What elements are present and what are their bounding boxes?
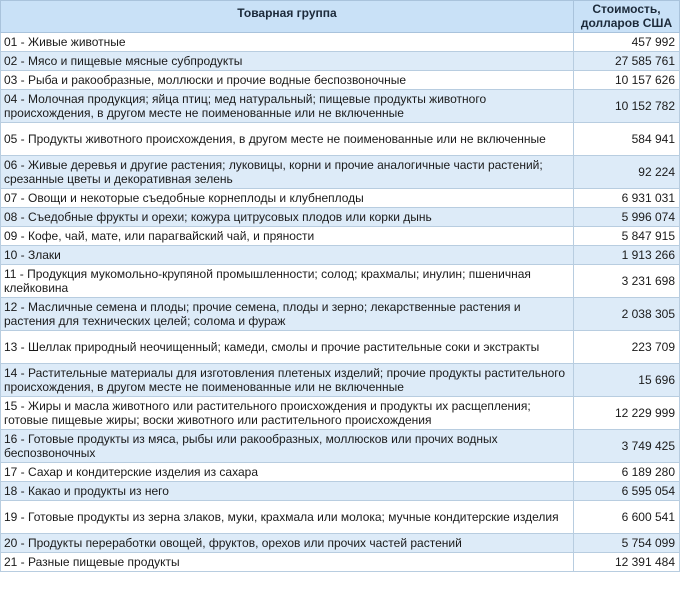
table-row xyxy=(1,364,680,397)
row-value: 10 157 626 xyxy=(574,71,680,90)
table-row xyxy=(1,71,680,90)
row-value: 5 996 074 xyxy=(574,208,680,227)
row-name: 11 - Продукция мукомольно-крупяной промышленности; солод; крахмалы; инулин; пшеничная клейковина xyxy=(1,265,574,298)
table-row xyxy=(1,246,680,265)
row-value: 6 595 054 xyxy=(574,482,680,501)
row-value: 6 600 541 xyxy=(574,501,680,534)
row-value: 92 224 xyxy=(574,156,680,189)
row-name: 02 - Мясо и пищевые мясные субпродукты xyxy=(1,52,574,71)
row-name: 14 - Растительные материалы для изготовления плетеных изделий; прочие продукты растительного происхождения, в другом месте не поименованные или не включенные xyxy=(1,364,574,397)
table-row xyxy=(1,298,680,331)
row-value: 2 038 305 xyxy=(574,298,680,331)
table-row xyxy=(1,208,680,227)
row-name: 04 - Молочная продукция; яйца птиц; мед натуральный; пищевые продукты животного происхождения, в другом месте не поименованные или не включенные xyxy=(1,90,574,123)
table-row xyxy=(1,463,680,482)
row-name: 06 - Живые деревья и другие растения; луковицы, корни и прочие аналогичные части растений; срезанные цветы и декоративная зелень xyxy=(1,156,574,189)
row-name: 03 - Рыба и ракообразные, моллюски и прочие водные беспозвоночные xyxy=(1,71,574,90)
row-value: 1 913 266 xyxy=(574,246,680,265)
row-name: 16 - Готовые продукты из мяса, рыбы или ракообразных, моллюсков или прочих водных беспозвоночных xyxy=(1,430,574,463)
table-row xyxy=(1,534,680,553)
row-value: 10 152 782 xyxy=(574,90,680,123)
table-row xyxy=(1,553,680,572)
table-row xyxy=(1,52,680,71)
table-row xyxy=(1,156,680,189)
table-row xyxy=(1,227,680,246)
row-name: 13 - Шеллак природный неочищенный; камеди, смолы и прочие растительные соки и экстракты xyxy=(1,331,574,364)
table-row xyxy=(1,265,680,298)
row-value: 3 231 698 xyxy=(574,265,680,298)
row-name: 09 - Кофе, чай, мате, или парагвайский чай, и пряности xyxy=(1,227,574,246)
column-header-value-line1: Стоимость, xyxy=(592,2,661,16)
row-value: 12 391 484 xyxy=(574,553,680,572)
header-row xyxy=(1,1,680,33)
table-row xyxy=(1,189,680,208)
row-name: 07 - Овощи и некоторые съедобные корнеплоды и клубнеплоды xyxy=(1,189,574,208)
table-row xyxy=(1,123,680,156)
row-value: 457 992 xyxy=(574,33,680,52)
row-value: 6 189 280 xyxy=(574,463,680,482)
table-row xyxy=(1,331,680,364)
row-name: 20 - Продукты переработки овощей, фруктов, орехов или прочих частей растений xyxy=(1,534,574,553)
row-name: 18 - Какао и продукты из него xyxy=(1,482,574,501)
table-row xyxy=(1,397,680,430)
row-value: 223 709 xyxy=(574,331,680,364)
row-value: 5 754 099 xyxy=(574,534,680,553)
row-name: 19 - Готовые продукты из зерна злаков, муки, крахмала или молока; мучные кондитерские изделия xyxy=(1,501,574,534)
row-value: 5 847 915 xyxy=(574,227,680,246)
table-row xyxy=(1,482,680,501)
row-name: 17 - Сахар и кондитерские изделия из сахара xyxy=(1,463,574,482)
table-row xyxy=(1,501,680,534)
table-row xyxy=(1,430,680,463)
row-value: 3 749 425 xyxy=(574,430,680,463)
column-header-value xyxy=(574,1,680,33)
column-header-group: Товарная группа xyxy=(1,1,574,33)
row-value: 6 931 031 xyxy=(574,189,680,208)
row-name: 10 - Злаки xyxy=(1,246,574,265)
row-value: 584 941 xyxy=(574,123,680,156)
row-value: 27 585 761 xyxy=(574,52,680,71)
row-value: 15 696 xyxy=(574,364,680,397)
row-name: 01 - Живые животные xyxy=(1,33,574,52)
table-row xyxy=(1,33,680,52)
row-name: 05 - Продукты животного происхождения, в другом месте не поименованные или не включенные xyxy=(1,123,574,156)
row-name: 12 - Масличные семена и плоды; прочие семена, плоды и зерно; лекарственные растения и растения для технических целей; солома и фураж xyxy=(1,298,574,331)
row-name: 08 - Съедобные фрукты и орехи; кожура цитрусовых плодов или корки дынь xyxy=(1,208,574,227)
row-name: 15 - Жиры и масла животного или растительного происхождения и продукты их расщепления; готовые пищевые жиры; воски животного или растительного происхождения xyxy=(1,397,574,430)
column-header-value-line2: долларов США xyxy=(580,16,673,30)
row-value: 12 229 999 xyxy=(574,397,680,430)
table-row xyxy=(1,90,680,123)
row-name: 21 - Разные пищевые продукты xyxy=(1,553,574,572)
